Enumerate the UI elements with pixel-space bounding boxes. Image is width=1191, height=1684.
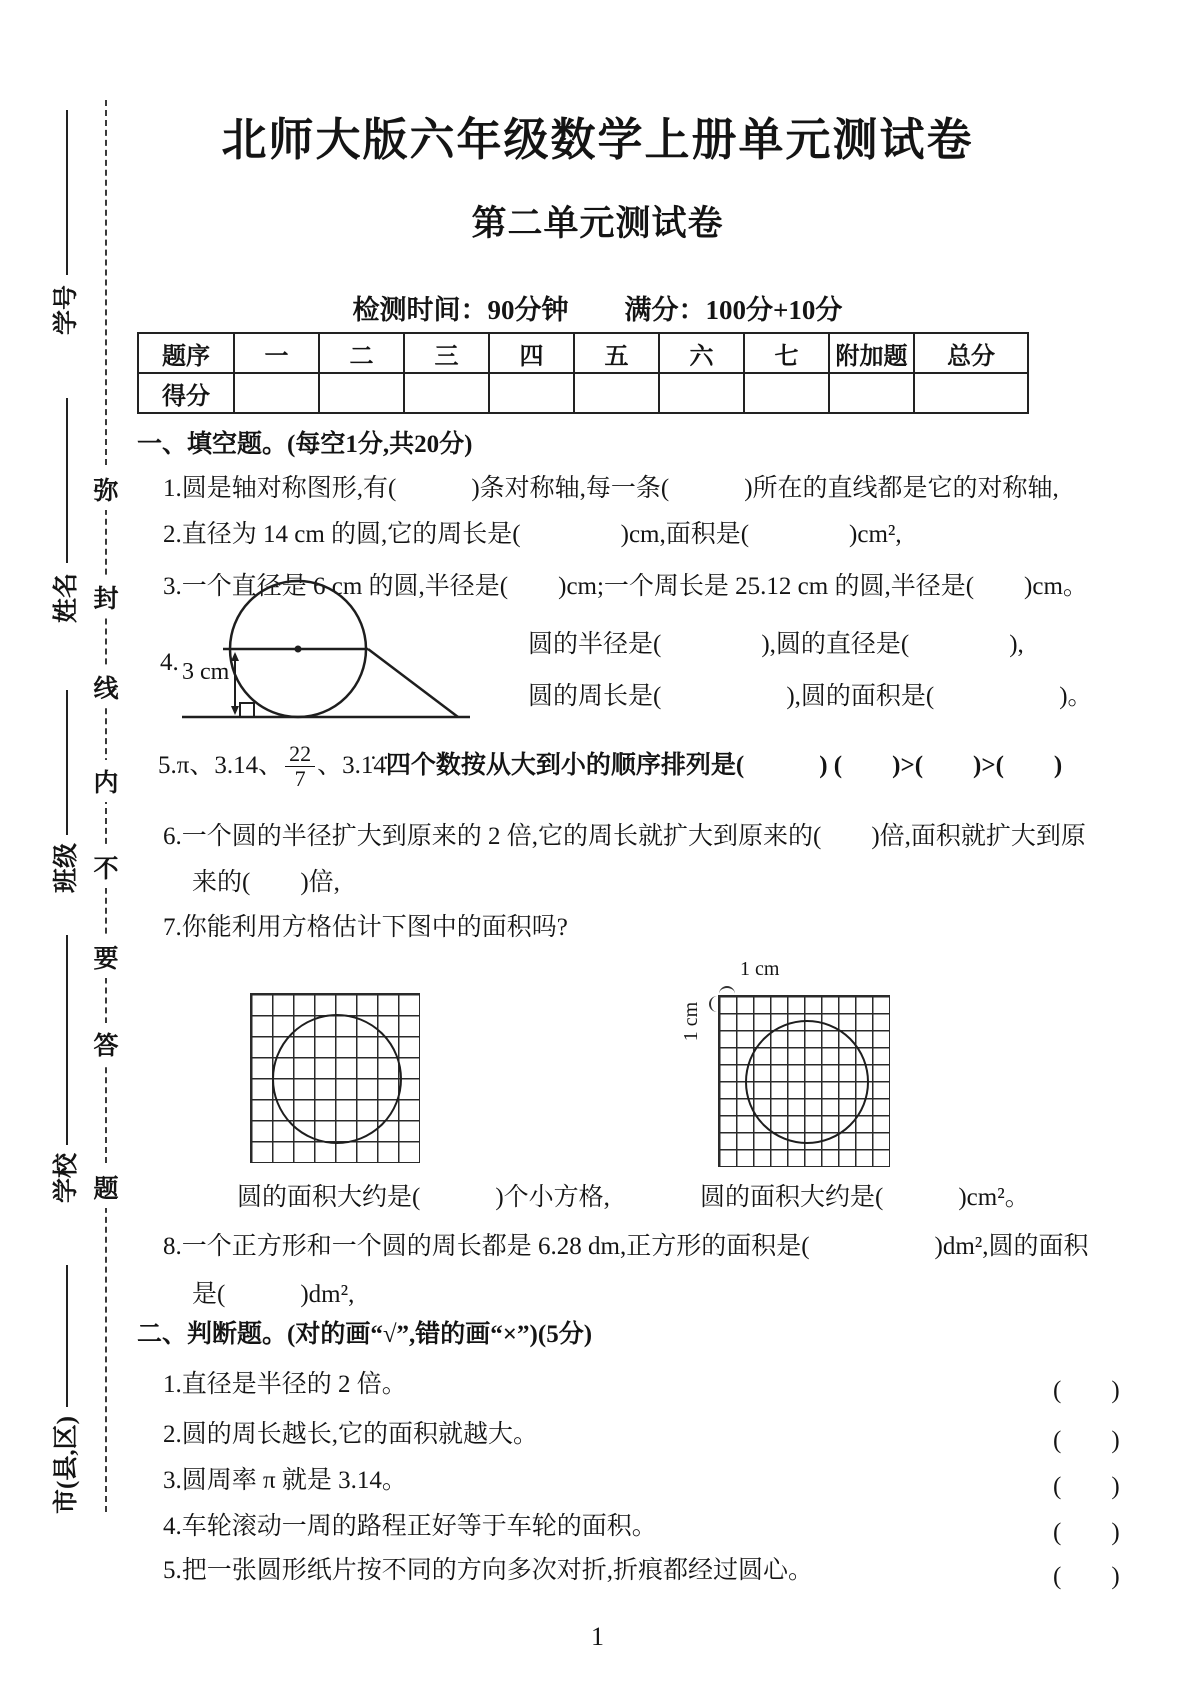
fill-q5 bbox=[158, 738, 1062, 794]
fraction-denominator: 7 bbox=[294, 765, 306, 791]
fill-q4-number: 4. bbox=[160, 649, 179, 676]
student-field-line bbox=[66, 1265, 68, 1407]
fill-q2: 2.直径为 14 cm 的圆,它的周长是( )cm,面积是( )cm², bbox=[163, 521, 902, 548]
paper-title: 北师大版六年级数学上册单元测试卷 bbox=[221, 115, 974, 165]
score-table-cell: 五 bbox=[574, 333, 659, 373]
score-table-empty-cell bbox=[404, 373, 489, 413]
score-table bbox=[137, 332, 1145, 414]
judge-q5-answer-blank: ( ) bbox=[1053, 1563, 1120, 1590]
judge-q4-answer-blank: ( ) bbox=[1053, 1519, 1120, 1546]
paper-subtitle: 第二单元测试卷 bbox=[471, 204, 724, 243]
score-table-empty-cell bbox=[234, 373, 319, 413]
exam-info-line bbox=[137, 288, 1058, 327]
seal-char: 线 bbox=[92, 666, 119, 708]
fill-q5-main: 四个数按从大到小的顺序排列是( ) ( )>( )>( ) bbox=[385, 752, 1063, 779]
judge-q2-answer-blank: ( ) bbox=[1053, 1427, 1120, 1454]
seal-char: 不 bbox=[92, 846, 119, 888]
section2-heading: 二、判断题。(对的画“√”,错的画“×”)(5分) bbox=[137, 1321, 593, 1348]
judge-q3: 3.圆周率 π 就是 3.14。 bbox=[163, 1467, 407, 1494]
judge-q1: 1.直径是半径的 2 倍。 bbox=[163, 1371, 407, 1398]
judge-q5: 5.把一张圆形纸片按不同的方向多次对折,折痕都经过圆心。 bbox=[163, 1557, 814, 1584]
score-table-cell: 得分 bbox=[138, 373, 234, 413]
fraction-numerator: 22 bbox=[285, 742, 315, 766]
left-unit-brace bbox=[709, 996, 717, 1012]
score-table-cell: 题序 bbox=[138, 333, 234, 373]
fill-q7-caption-left: 圆的面积大约是( )个小方格, bbox=[237, 1184, 610, 1211]
student-field-label-name: 姓名 bbox=[53, 572, 80, 624]
fill-q8-line2: 是( )dm², bbox=[192, 1281, 355, 1308]
score-table-cell: 二 bbox=[319, 333, 404, 373]
score-table-empty-cell bbox=[489, 373, 574, 413]
fill-q4-line1: 圆的半径是( ),圆的直径是( ), bbox=[528, 631, 1024, 658]
fill-q4-line2: 圆的周长是( ),圆的面积是( )。 bbox=[528, 683, 1093, 710]
top-unit-brace bbox=[719, 986, 735, 994]
score-table-empty-cell bbox=[914, 373, 1028, 413]
seal-dashed-line bbox=[105, 100, 107, 1512]
seal-char: 弥 bbox=[92, 468, 119, 510]
fill-q1: 1.圆是轴对称图形,有( )条对称轴,每一条( )所在的直线都是它的对称轴, bbox=[163, 475, 1059, 502]
score-table-cell: 六 bbox=[659, 333, 744, 373]
seal-char: 内 bbox=[92, 760, 119, 802]
exam-time: 检测时间：90分钟 bbox=[352, 295, 569, 325]
student-field-line bbox=[66, 398, 68, 563]
score-table-cell: 七 bbox=[744, 333, 829, 373]
fill-q5-mid: 、3.1̇4̇ bbox=[317, 752, 386, 779]
circle-on-line-figure bbox=[178, 562, 478, 727]
fill-q5-prefix: 5.π、3.14、 bbox=[158, 752, 284, 779]
fill-q6-line1: 6.一个圆的半径扩大到原来的 2 倍,它的周长就扩大到原来的( )倍,面积就扩大到原 bbox=[163, 823, 1086, 850]
score-table-empty-cell bbox=[574, 373, 659, 413]
student-field-label-class: 班级 bbox=[53, 842, 80, 894]
judge-q1-answer-blank: ( ) bbox=[1053, 1377, 1120, 1404]
fraction-22-over-7 bbox=[285, 742, 315, 789]
grid-unit-label-top: 1 cm bbox=[740, 958, 780, 980]
student-field-label-district: 市(县,区) bbox=[53, 1416, 80, 1514]
fill-q6-line2: 来的( )倍, bbox=[192, 869, 340, 896]
grid-unit-label-left: 1 cm bbox=[680, 1001, 703, 1042]
seal-char: 要 bbox=[92, 936, 119, 978]
judge-q3-answer-blank: ( ) bbox=[1053, 1473, 1120, 1500]
student-field-line bbox=[66, 110, 68, 275]
fill-q3: 3.一个直径是 6 cm 的圆,半径是( )cm;一个周长是 25.12 cm 的圆,半径是( )cm。 bbox=[163, 573, 1088, 600]
score-table-header-row bbox=[138, 333, 1144, 373]
score-table-empty-cell bbox=[744, 373, 829, 413]
seal-char: 题 bbox=[92, 1166, 119, 1208]
student-field-label-number: 学号 bbox=[53, 284, 80, 336]
score-table-empty-cell bbox=[319, 373, 404, 413]
score-table-cell: 附加题 bbox=[829, 333, 914, 373]
seal-char: 答 bbox=[92, 1023, 119, 1065]
score-table-cell: 三 bbox=[404, 333, 489, 373]
student-field-line bbox=[66, 690, 68, 835]
score-table-cell: 一 bbox=[234, 333, 319, 373]
exam-full-score: 满分：100分+10分 bbox=[624, 295, 843, 325]
score-table-empty-cell bbox=[659, 373, 744, 413]
score-table-cell: 总分 bbox=[914, 333, 1028, 373]
judge-q4: 4.车轮滚动一周的路程正好等于车轮的面积。 bbox=[163, 1513, 657, 1540]
fill-q8-line1: 8.一个正方形和一个圆的周长都是 6.28 dm,正方形的面积是( )dm²,圆的面积 bbox=[163, 1233, 1089, 1260]
student-field-line bbox=[66, 935, 68, 1145]
fill-q7: 7.你能利用方格估计下图中的面积吗? bbox=[163, 914, 568, 941]
score-table-empty-cell bbox=[829, 373, 914, 413]
page-number: 1 bbox=[591, 1622, 604, 1651]
left-grid-circle bbox=[272, 1014, 402, 1144]
radius-dimension-label: 3 cm bbox=[182, 659, 230, 685]
score-table-cell: 四 bbox=[489, 333, 574, 373]
student-field-label-school: 学校 bbox=[53, 1152, 80, 1204]
fill-q7-caption-right: 圆的面积大约是( )cm²。 bbox=[700, 1184, 1030, 1211]
judge-q2: 2.圆的周长越长,它的面积就越大。 bbox=[163, 1421, 539, 1448]
section1-heading: 一、填空题。(每空1分,共20分) bbox=[137, 431, 473, 458]
right-grid-circle bbox=[745, 1020, 869, 1144]
seal-char: 封 bbox=[92, 576, 119, 618]
score-table-score-row bbox=[138, 373, 1144, 413]
